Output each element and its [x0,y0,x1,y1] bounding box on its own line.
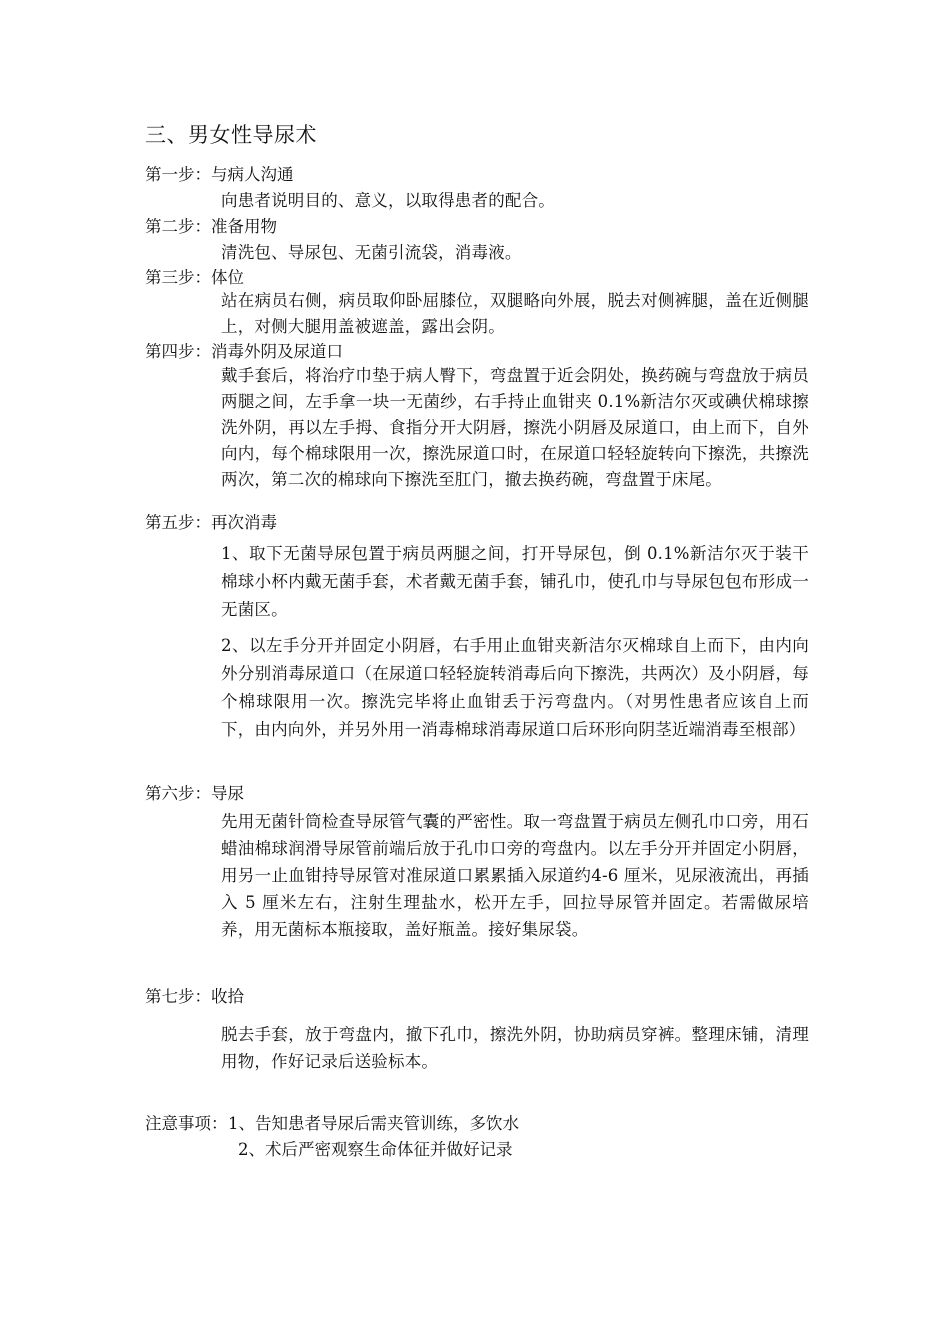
step-5-text-1: 1、取下无菌导尿包置于病员两腿之间，打开导尿包，倒 0.1%新洁尔灭于装干棉球小杯内戴无菌手套，术者戴无菌手套，铺孔巾，使孔巾与导尿包包布形成一无菌区。 [221,544,809,619]
step-4-text: 戴手套后，将治疗巾垫于病人臀下，弯盘置于近会阴处，换药碗与弯盘放于病员两腿之间，左手拿一块一无菌纱，右手持止血钳夹 0.1%新洁尔灭或碘伏棉球擦洗外阴，再以左手拇、食指分开大阴唇，擦洗小阴唇及尿道口，由上而下，自外向内，每个棉球限用一次，擦洗尿道口时，在尿道口轻轻旋转向下擦洗，共擦洗两次，第二次的棉球向下擦洗至肛门，撤去换药碗，弯盘置于床尾。 [221,366,809,489]
notes-label: 注意事项： [145,1114,228,1133]
step-1-text: 向患者说明目的、意义，以取得患者的配合。 [221,191,555,210]
page-title: 三、男女性导尿术 [145,123,317,147]
step-6-text: 先用无菌针筒检查导尿管气囊的严密性。取一弯盘置于病员左侧孔巾口旁，用石蜡油棉球润滑导尿管前端后放于孔巾口旁的弯盘内。以左手分开并固定小阴唇，用另一止血钳持导尿管对准尿道口累累插入尿道约4-6 厘米，见尿液流出，再插入 5 厘米左右，注射生理盐水，松开左手，回拉导尿管并固定。若需做尿培养，用无菌标本瓶接取，盖好瓶盖。接好集尿袋。 [221,812,809,939]
step-7-label: 第七步：收拾 [145,987,244,1006]
step-5-text-2: 2、以左手分开并固定小阴唇，右手用止血钳夹新洁尔灭棉球自上而下，由内向外分别消毒尿道口（在尿道口轻轻旋转消毒后向下擦洗，共两次）及小阴唇，每个棉球限用一次。擦洗完毕将止血钳丢于污弯盘内。（对男性患者应该自上而下，由内向外，并另外用一消毒棉球消毒尿道口后环形向阴茎近端消毒至根部） [221,636,809,739]
step-3-text: 站在病员右侧，病员取仰卧屈膝位，双腿略向外展，脱去对侧裤腿，盖在近侧腿上，对侧大腿用盖被遮盖，露出会阴。 [221,291,809,336]
note-item-1: 1、告知患者导尿后需夹管训练，多饮水 [228,1114,519,1133]
step-3-label: 第三步：体位 [145,268,244,287]
step-2-text: 清洗包、导尿包、无菌引流袋，消毒液。 [221,243,522,262]
step-6-label: 第六步：导尿 [145,784,244,803]
note-item-2: 2、术后严密观察生命体征并做好记录 [238,1140,513,1159]
step-2-label: 第二步：准备用物 [145,217,277,236]
step-4-label: 第四步：消毒外阴及尿道口 [145,342,343,361]
step-5-label: 第五步：再次消毒 [145,513,277,532]
step-1-label: 第一步：与病人沟通 [145,165,294,184]
step-7-text: 脱去手套，放于弯盘内，撤下孔巾，擦洗外阴，协助病员穿裤。整理床铺，清理用物，作好记录后送验标本。 [221,1025,809,1071]
